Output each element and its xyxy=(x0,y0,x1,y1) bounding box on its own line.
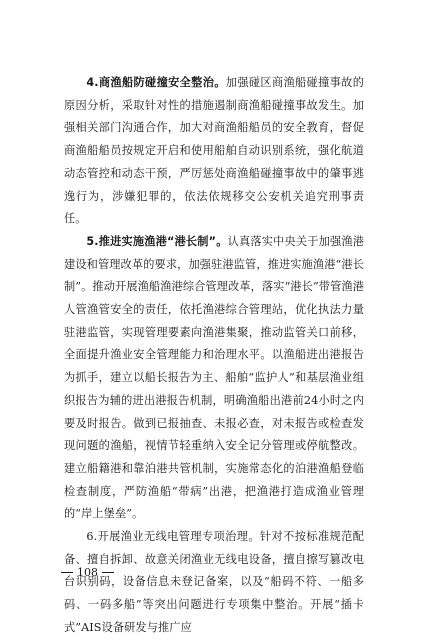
paragraph-6 xyxy=(64,526,364,640)
paragraph-5-body: 认真落实中央关于加强渔港建设和管理改革的要求，加强驻港监管，推进实施渔港“港长制”。推动开展渔船渔港综合管理改革，落实“港长”带管渔港人管渔管安全的责任，依托渔港综合管理站，优化执法力量驻港监管，实现管理要素向渔港集聚，推动监管关口前移，全面提升渔业安全管理能力和治理水平。以渔船进出港报告为抓手，建立以船长报告为主、船舶“监护人”和基层渔业组织报告为辅的进出港报告机制，明确渔船出港前24小时之内要及时报告。做到已报抽查、未报必查，对未报告或检查发现问题的渔船，视情节轻重纳入安全记分管理或停航整改。建立船籍港和靠泊港共管机制，实施常态化的泊港渔船登临检查制度，严防渔船“带病”出港，把渔港打造成渔业管理的“岸上堡垒”。 xyxy=(64,234,365,521)
paragraph-5-heading: 5.推进实施渔港“港长制”。 xyxy=(86,234,228,248)
paragraph-4 xyxy=(64,72,364,231)
page-footer xyxy=(61,566,114,579)
document-page xyxy=(64,72,364,640)
page-number: 108 xyxy=(77,566,98,579)
paragraph-5 xyxy=(64,231,364,526)
footer-dash-right xyxy=(102,572,114,573)
footer-dash-left xyxy=(61,572,73,573)
paragraph-4-heading: 4.商渔船防碰撞安全整治。 xyxy=(86,76,226,89)
paragraph-4-body: 加强碰区商渔船碰撞事故的原因分析，采取针对性的措施遏制商渔船碰撞事故发生。加强相关部门沟通合作，加大对商渔船船员的安全教育，督促商渔船船员按规定开启和使用船舶自动识别系统，强化航道动态管控和动态干预，严厉惩处商渔船碰撞事故中的肇事逃逸行为，涉嫌犯罪的，依法依规移交公安机关追究刑事责任。 xyxy=(64,76,364,226)
paragraph-6-body: 6.开展渔业无线电管理专项治理。针对不按标准规范配备、擅自拆卸、故意关闭渔业无线电设备，擅自擦写篡改电台识别码，设备信息未登记备案，以及“船码不符、一船多码、一码多船”等突出问题进行专项集中整治。开展“插卡式”AIS设备研发与推广应 xyxy=(64,530,364,634)
